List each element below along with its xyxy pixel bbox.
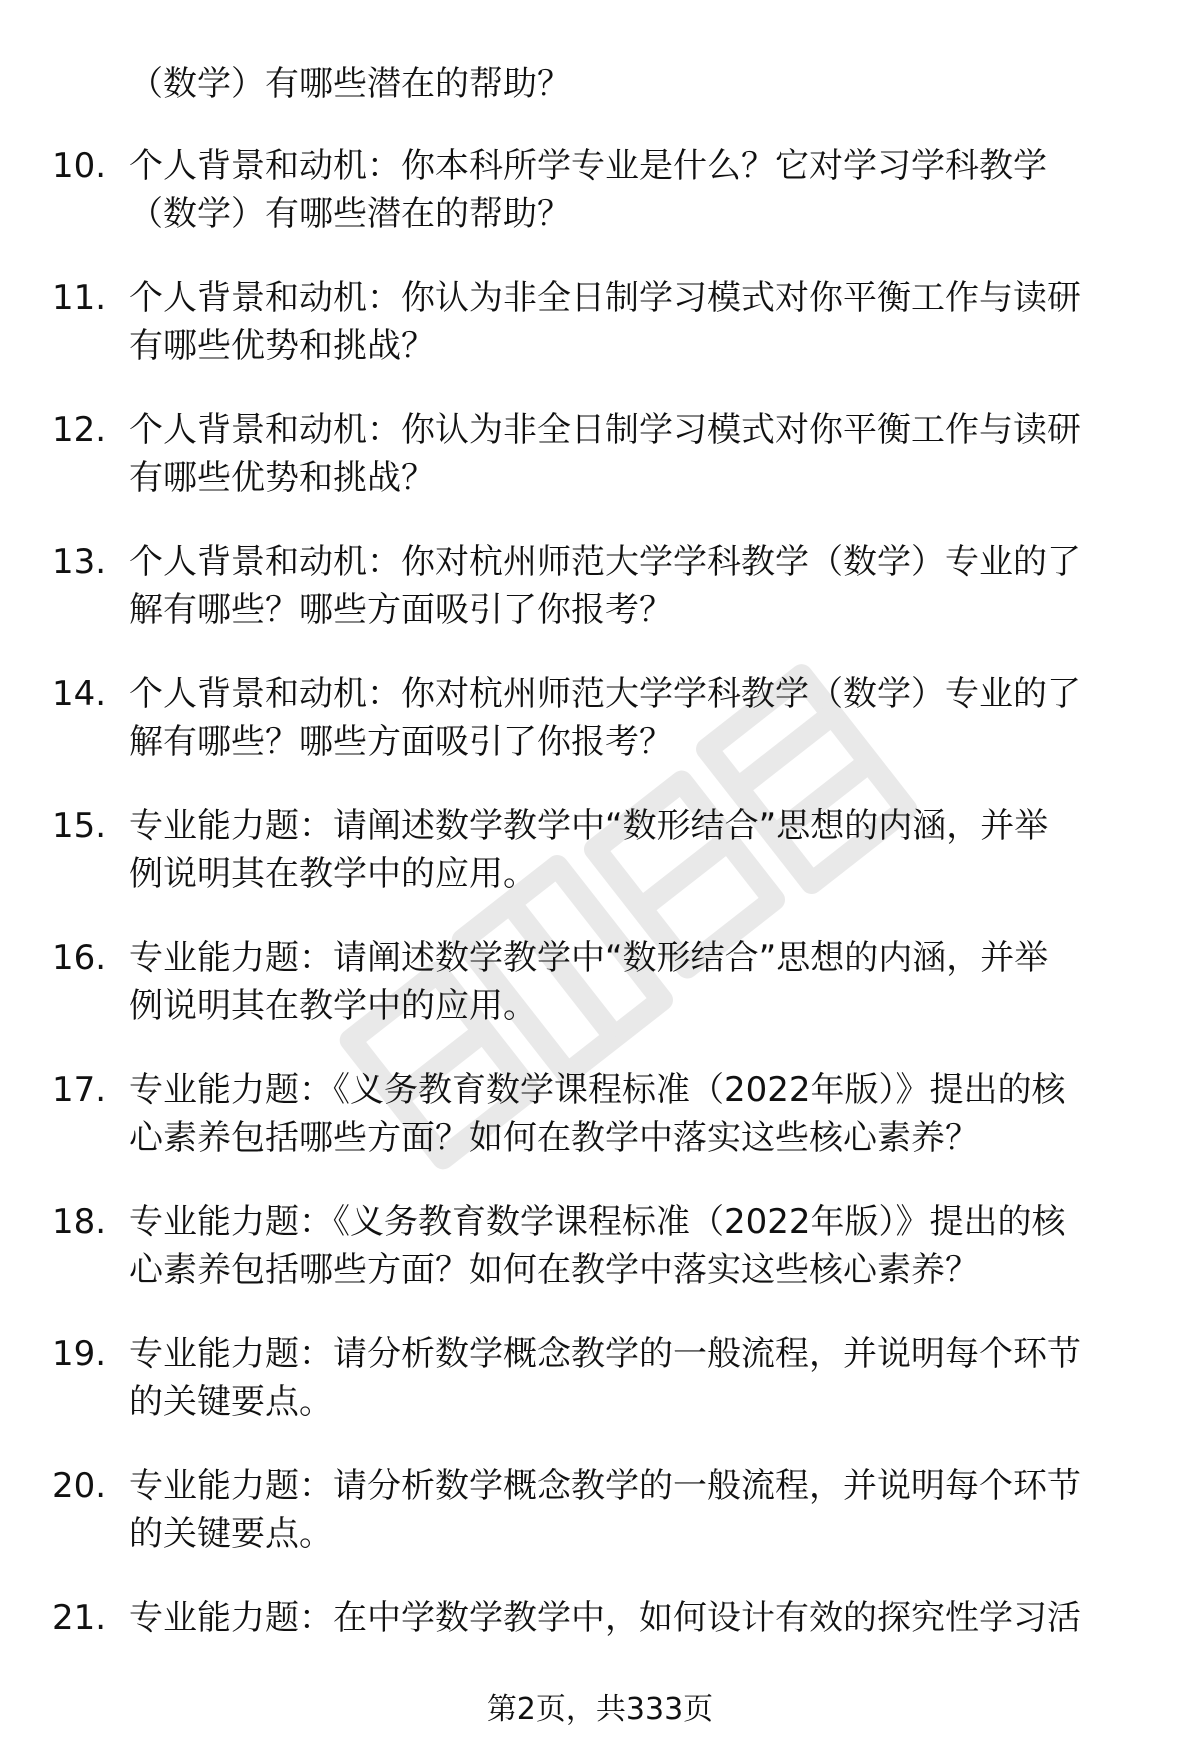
question-text: [129, 1066, 1169, 1162]
question-number: 20.: [52, 1466, 107, 1506]
question-text: [129, 142, 1169, 238]
question-item: [0, 670, 1200, 802]
question-text-line: 个人背景和动机：你对杭州师范大学学科教学（数学）专业的了: [129, 542, 1081, 582]
question-text-line: 专业能力题：《义务教育数学课程标准（2022年版）》提出的核: [129, 1070, 1066, 1110]
question-text-line: 专业能力题：请分析数学概念教学的一般流程，并说明每个环节: [129, 1466, 1081, 1506]
question-number: 17.: [52, 1070, 107, 1110]
continued-question-text: （数学）有哪些潜在的帮助？: [129, 64, 571, 104]
question-number: 12.: [52, 410, 107, 450]
question-text-line: 的关键要点。: [129, 1382, 333, 1422]
question-number: 21.: [52, 1598, 107, 1638]
question-text: [129, 1594, 1169, 1642]
question-text: [129, 1330, 1169, 1426]
question-text-line: 个人背景和动机：你本科所学专业是什么？它对学习学科教学: [129, 146, 1047, 186]
question-text-line: 专业能力题：在中学数学教学中，如何设计有效的探究性学习活: [129, 1598, 1081, 1638]
question-text: [129, 670, 1169, 766]
question-number: 11.: [52, 278, 107, 318]
question-text-line: 解有哪些？哪些方面吸引了你报考？: [129, 590, 673, 630]
question-text-line: 心素养包括哪些方面？如何在教学中落实这些核心素养？: [129, 1118, 979, 1158]
question-list: [0, 142, 1200, 1726]
question-text-line: 专业能力题：请阐述数学教学中“数形结合”思想的内涵，并举: [129, 938, 1049, 978]
question-text-line: 心素养包括哪些方面？如何在教学中落实这些核心素养？: [129, 1250, 979, 1290]
question-text-line: 例说明其在教学中的应用。: [129, 854, 537, 894]
question-text-line: （数学）有哪些潜在的帮助？: [129, 194, 571, 234]
question-item: [0, 1330, 1200, 1462]
question-text-line: 有哪些优势和挑战？: [129, 326, 435, 366]
question-item: [0, 142, 1200, 274]
question-item: [0, 802, 1200, 934]
question-text: [129, 934, 1169, 1030]
page-footer: 第2页，共333页: [486, 1692, 714, 1727]
question-text: [129, 1198, 1169, 1294]
question-number: 14.: [52, 674, 107, 714]
question-number: 15.: [52, 806, 107, 846]
question-number: 13.: [52, 542, 107, 582]
question-text-line: 的关键要点。: [129, 1514, 333, 1554]
question-number: 19.: [52, 1334, 107, 1374]
question-text-line: 个人背景和动机：你认为非全日制学习模式对你平衡工作与读研: [129, 410, 1081, 450]
question-number: 18.: [52, 1202, 107, 1242]
question-text-line: 专业能力题：《义务教育数学课程标准（2022年版）》提出的核: [129, 1202, 1066, 1242]
question-item: [0, 538, 1200, 670]
question-text: [129, 538, 1169, 634]
question-text: [129, 406, 1169, 502]
question-item: [0, 934, 1200, 1066]
question-text-line: 个人背景和动机：你认为非全日制学习模式对你平衡工作与读研: [129, 278, 1081, 318]
question-number: 10.: [52, 146, 107, 186]
question-text: [129, 1462, 1169, 1558]
question-item: [0, 406, 1200, 538]
question-text-line: 有哪些优势和挑战？: [129, 458, 435, 498]
question-item: [0, 274, 1200, 406]
question-text: [129, 802, 1169, 898]
question-text-line: 专业能力题：请分析数学概念教学的一般流程，并说明每个环节: [129, 1334, 1081, 1374]
question-item: [0, 1066, 1200, 1198]
question-text: [129, 274, 1169, 370]
question-text-line: 个人背景和动机：你对杭州师范大学学科教学（数学）专业的了: [129, 674, 1081, 714]
question-item: [0, 1198, 1200, 1330]
question-number: 16.: [52, 938, 107, 978]
question-text-line: 专业能力题：请阐述数学教学中“数形结合”思想的内涵，并举: [129, 806, 1049, 846]
question-item: [0, 1462, 1200, 1594]
question-text-line: 解有哪些？哪些方面吸引了你报考？: [129, 722, 673, 762]
question-text-line: 例说明其在教学中的应用。: [129, 986, 537, 1026]
